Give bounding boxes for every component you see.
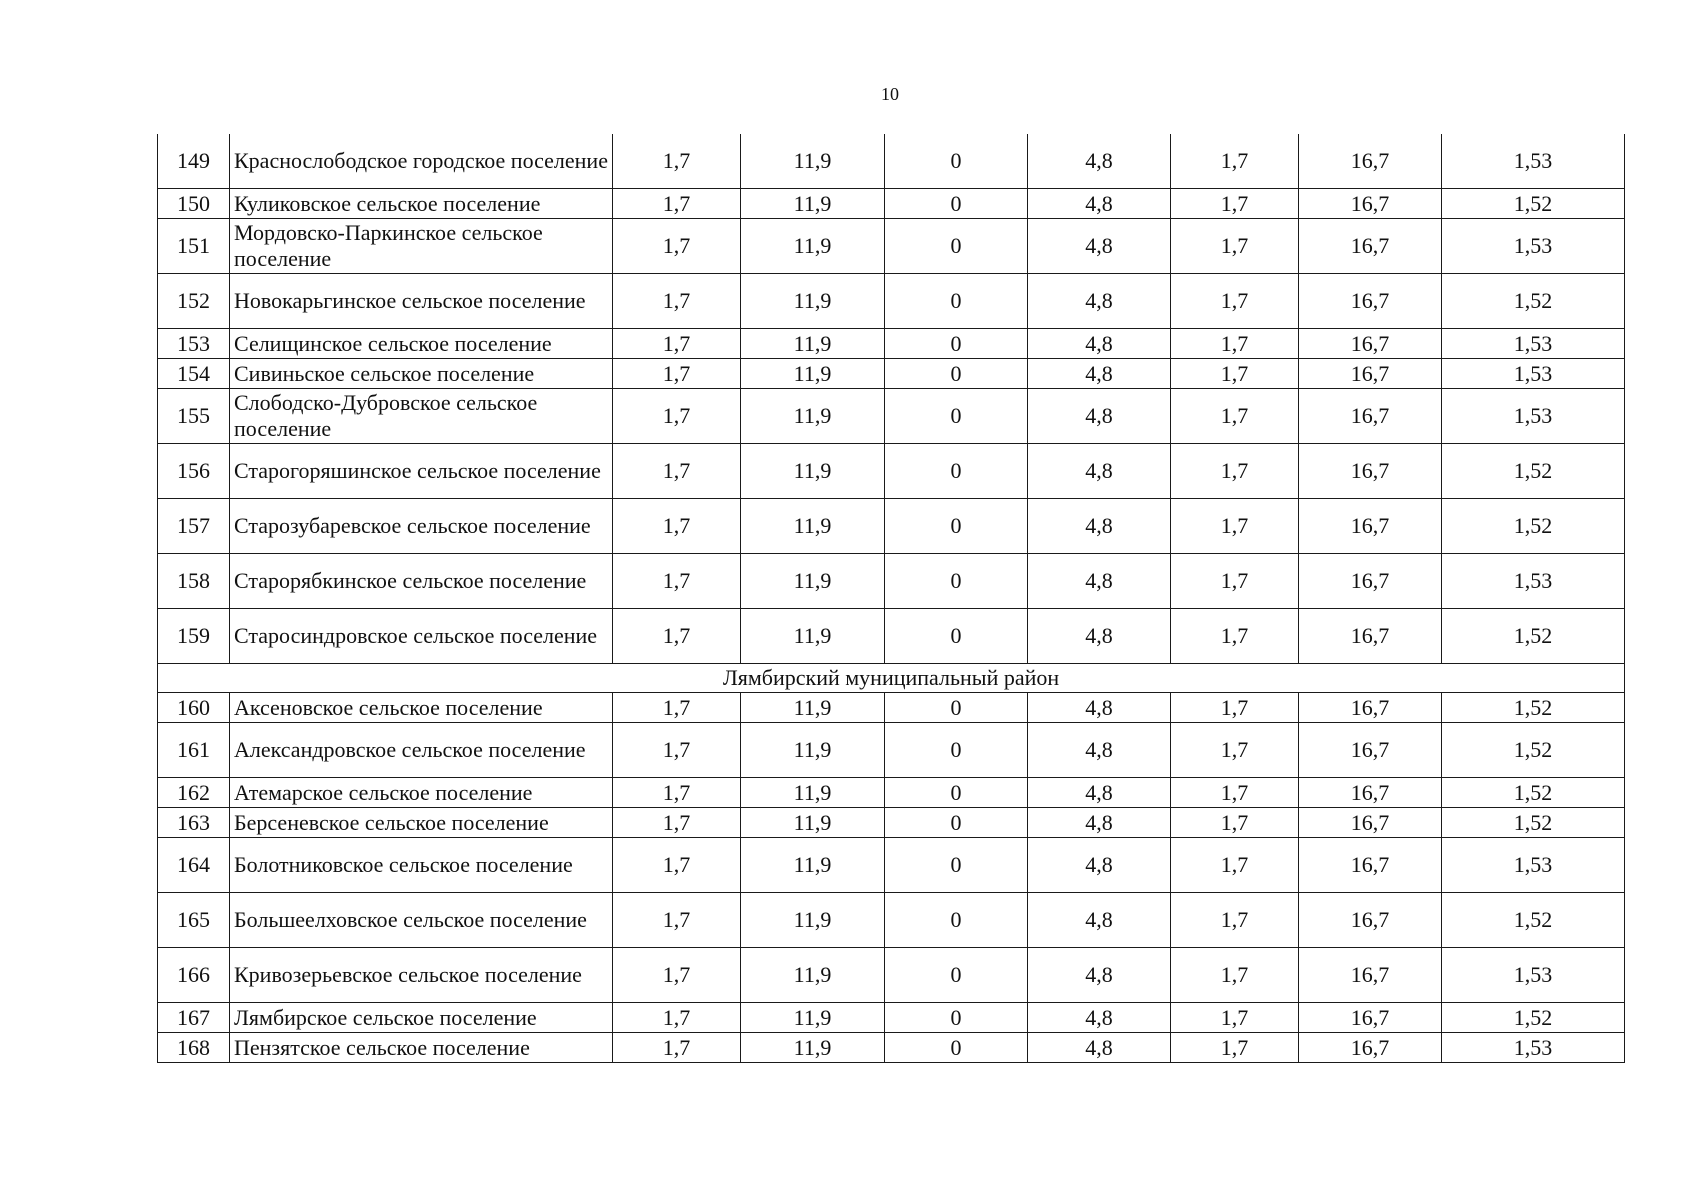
value-cell-1: 1,7 bbox=[613, 359, 741, 389]
settlement-name: Мордовско-Паркинское сельское поселение bbox=[230, 219, 613, 274]
settlement-name: Кривозерьевское сельское поселение bbox=[230, 948, 613, 1003]
value-cell-7: 1,52 bbox=[1442, 274, 1625, 329]
value-cell-5: 1,7 bbox=[1171, 274, 1299, 329]
settlement-name: Селищинское сельское поселение bbox=[230, 329, 613, 359]
value-cell-2: 11,9 bbox=[741, 723, 885, 778]
value-cell-6: 16,7 bbox=[1299, 274, 1442, 329]
value-cell-4: 4,8 bbox=[1028, 609, 1171, 664]
settlement-name: Атемарское сельское поселение bbox=[230, 778, 613, 808]
value-cell-1: 1,7 bbox=[613, 723, 741, 778]
settlement-name: Слободско-Дубровское сельское поселение bbox=[230, 389, 613, 444]
row-number: 150 bbox=[158, 189, 230, 219]
value-cell-2: 11,9 bbox=[741, 948, 885, 1003]
value-cell-4: 4,8 bbox=[1028, 274, 1171, 329]
value-cell-3: 0 bbox=[885, 609, 1028, 664]
value-cell-7: 1,53 bbox=[1442, 1033, 1625, 1063]
value-cell-3: 0 bbox=[885, 778, 1028, 808]
value-cell-2: 11,9 bbox=[741, 389, 885, 444]
row-number: 149 bbox=[158, 134, 230, 189]
value-cell-2: 11,9 bbox=[741, 808, 885, 838]
settlement-name: Старосиндровское сельское поселение bbox=[230, 609, 613, 664]
value-cell-4: 4,8 bbox=[1028, 134, 1171, 189]
value-cell-2: 11,9 bbox=[741, 693, 885, 723]
settlement-name: Болотниковское сельское поселение bbox=[230, 838, 613, 893]
value-cell-6: 16,7 bbox=[1299, 499, 1442, 554]
table-row bbox=[158, 359, 1625, 389]
value-cell-7: 1,53 bbox=[1442, 554, 1625, 609]
value-cell-3: 0 bbox=[885, 893, 1028, 948]
table-row bbox=[158, 444, 1625, 499]
value-cell-7: 1,52 bbox=[1442, 1003, 1625, 1033]
value-cell-2: 11,9 bbox=[741, 499, 885, 554]
row-number: 157 bbox=[158, 499, 230, 554]
row-number: 167 bbox=[158, 1003, 230, 1033]
value-cell-5: 1,7 bbox=[1171, 693, 1299, 723]
value-cell-4: 4,8 bbox=[1028, 499, 1171, 554]
value-cell-6: 16,7 bbox=[1299, 329, 1442, 359]
value-cell-5: 1,7 bbox=[1171, 808, 1299, 838]
row-number: 163 bbox=[158, 808, 230, 838]
value-cell-6: 16,7 bbox=[1299, 219, 1442, 274]
table-row bbox=[158, 723, 1625, 778]
value-cell-3: 0 bbox=[885, 444, 1028, 499]
value-cell-3: 0 bbox=[885, 1003, 1028, 1033]
value-cell-2: 11,9 bbox=[741, 189, 885, 219]
table-row bbox=[158, 948, 1625, 1003]
value-cell-3: 0 bbox=[885, 219, 1028, 274]
value-cell-5: 1,7 bbox=[1171, 1003, 1299, 1033]
value-cell-3: 0 bbox=[885, 1033, 1028, 1063]
value-cell-1: 1,7 bbox=[613, 948, 741, 1003]
value-cell-3: 0 bbox=[885, 189, 1028, 219]
value-cell-5: 1,7 bbox=[1171, 609, 1299, 664]
value-cell-5: 1,7 bbox=[1171, 1033, 1299, 1063]
value-cell-5: 1,7 bbox=[1171, 219, 1299, 274]
settlement-name: Старорябкинское сельское поселение bbox=[230, 554, 613, 609]
value-cell-7: 1,52 bbox=[1442, 444, 1625, 499]
value-cell-6: 16,7 bbox=[1299, 838, 1442, 893]
row-number: 151 bbox=[158, 219, 230, 274]
value-cell-3: 0 bbox=[885, 808, 1028, 838]
value-cell-1: 1,7 bbox=[613, 1033, 741, 1063]
row-number: 154 bbox=[158, 359, 230, 389]
value-cell-5: 1,7 bbox=[1171, 134, 1299, 189]
table-row bbox=[158, 693, 1625, 723]
value-cell-3: 0 bbox=[885, 838, 1028, 893]
value-cell-4: 4,8 bbox=[1028, 444, 1171, 499]
row-number: 158 bbox=[158, 554, 230, 609]
value-cell-2: 11,9 bbox=[741, 778, 885, 808]
value-cell-3: 0 bbox=[885, 693, 1028, 723]
value-cell-3: 0 bbox=[885, 389, 1028, 444]
settlement-name: Лямбирское сельское поселение bbox=[230, 1003, 613, 1033]
table-row bbox=[158, 778, 1625, 808]
row-number: 166 bbox=[158, 948, 230, 1003]
value-cell-5: 1,7 bbox=[1171, 948, 1299, 1003]
value-cell-2: 11,9 bbox=[741, 444, 885, 499]
table-row bbox=[158, 838, 1625, 893]
settlement-name: Пензятское сельское поселение bbox=[230, 1033, 613, 1063]
value-cell-5: 1,7 bbox=[1171, 554, 1299, 609]
row-number: 156 bbox=[158, 444, 230, 499]
value-cell-5: 1,7 bbox=[1171, 778, 1299, 808]
section-header-row bbox=[158, 664, 1625, 693]
value-cell-4: 4,8 bbox=[1028, 693, 1171, 723]
value-cell-5: 1,7 bbox=[1171, 189, 1299, 219]
settlement-name: Старогоряшинское сельское поселение bbox=[230, 444, 613, 499]
table-row bbox=[158, 808, 1625, 838]
settlement-name: Новокарьгинское сельское поселение bbox=[230, 274, 613, 329]
value-cell-3: 0 bbox=[885, 554, 1028, 609]
value-cell-6: 16,7 bbox=[1299, 808, 1442, 838]
value-cell-1: 1,7 bbox=[613, 499, 741, 554]
value-cell-2: 11,9 bbox=[741, 274, 885, 329]
row-number: 152 bbox=[158, 274, 230, 329]
value-cell-6: 16,7 bbox=[1299, 189, 1442, 219]
value-cell-3: 0 bbox=[885, 134, 1028, 189]
value-cell-6: 16,7 bbox=[1299, 778, 1442, 808]
value-cell-3: 0 bbox=[885, 274, 1028, 329]
value-cell-6: 16,7 bbox=[1299, 389, 1442, 444]
value-cell-1: 1,7 bbox=[613, 808, 741, 838]
value-cell-6: 16,7 bbox=[1299, 609, 1442, 664]
settlements-table bbox=[157, 134, 1625, 1063]
value-cell-2: 11,9 bbox=[741, 219, 885, 274]
value-cell-6: 16,7 bbox=[1299, 1033, 1442, 1063]
value-cell-5: 1,7 bbox=[1171, 389, 1299, 444]
value-cell-4: 4,8 bbox=[1028, 359, 1171, 389]
value-cell-6: 16,7 bbox=[1299, 554, 1442, 609]
value-cell-5: 1,7 bbox=[1171, 723, 1299, 778]
value-cell-1: 1,7 bbox=[613, 609, 741, 664]
table-row bbox=[158, 219, 1625, 274]
value-cell-7: 1,53 bbox=[1442, 359, 1625, 389]
table-row bbox=[158, 554, 1625, 609]
value-cell-2: 11,9 bbox=[741, 1033, 885, 1063]
value-cell-6: 16,7 bbox=[1299, 134, 1442, 189]
section-title: Лямбирский муниципальный район bbox=[158, 664, 1625, 693]
value-cell-4: 4,8 bbox=[1028, 1003, 1171, 1033]
value-cell-4: 4,8 bbox=[1028, 389, 1171, 444]
value-cell-6: 16,7 bbox=[1299, 444, 1442, 499]
value-cell-2: 11,9 bbox=[741, 893, 885, 948]
value-cell-4: 4,8 bbox=[1028, 219, 1171, 274]
value-cell-6: 16,7 bbox=[1299, 723, 1442, 778]
row-number: 155 bbox=[158, 389, 230, 444]
value-cell-2: 11,9 bbox=[741, 329, 885, 359]
row-number: 162 bbox=[158, 778, 230, 808]
row-number: 165 bbox=[158, 893, 230, 948]
value-cell-4: 4,8 bbox=[1028, 948, 1171, 1003]
value-cell-4: 4,8 bbox=[1028, 189, 1171, 219]
value-cell-7: 1,53 bbox=[1442, 329, 1625, 359]
table-row bbox=[158, 893, 1625, 948]
value-cell-2: 11,9 bbox=[741, 1003, 885, 1033]
value-cell-6: 16,7 bbox=[1299, 359, 1442, 389]
value-cell-3: 0 bbox=[885, 359, 1028, 389]
table-row bbox=[158, 329, 1625, 359]
row-number: 159 bbox=[158, 609, 230, 664]
value-cell-7: 1,52 bbox=[1442, 723, 1625, 778]
value-cell-5: 1,7 bbox=[1171, 329, 1299, 359]
value-cell-1: 1,7 bbox=[613, 444, 741, 499]
value-cell-6: 16,7 bbox=[1299, 1003, 1442, 1033]
value-cell-2: 11,9 bbox=[741, 609, 885, 664]
page-number: 10 bbox=[881, 84, 899, 104]
value-cell-6: 16,7 bbox=[1299, 893, 1442, 948]
settlement-name: Краснослободское городское поселение bbox=[230, 134, 613, 189]
table-row bbox=[158, 274, 1625, 329]
value-cell-1: 1,7 bbox=[613, 329, 741, 359]
value-cell-1: 1,7 bbox=[613, 893, 741, 948]
value-cell-4: 4,8 bbox=[1028, 778, 1171, 808]
value-cell-4: 4,8 bbox=[1028, 808, 1171, 838]
value-cell-3: 0 bbox=[885, 723, 1028, 778]
value-cell-7: 1,53 bbox=[1442, 219, 1625, 274]
value-cell-2: 11,9 bbox=[741, 359, 885, 389]
value-cell-6: 16,7 bbox=[1299, 693, 1442, 723]
value-cell-1: 1,7 bbox=[613, 554, 741, 609]
value-cell-1: 1,7 bbox=[613, 838, 741, 893]
value-cell-4: 4,8 bbox=[1028, 1033, 1171, 1063]
value-cell-1: 1,7 bbox=[613, 219, 741, 274]
value-cell-5: 1,7 bbox=[1171, 838, 1299, 893]
table-row bbox=[158, 499, 1625, 554]
value-cell-1: 1,7 bbox=[613, 693, 741, 723]
value-cell-4: 4,8 bbox=[1028, 838, 1171, 893]
value-cell-7: 1,53 bbox=[1442, 134, 1625, 189]
value-cell-7: 1,52 bbox=[1442, 189, 1625, 219]
table-row bbox=[158, 389, 1625, 444]
table-row bbox=[158, 1033, 1625, 1063]
value-cell-2: 11,9 bbox=[741, 838, 885, 893]
value-cell-5: 1,7 bbox=[1171, 893, 1299, 948]
value-cell-3: 0 bbox=[885, 948, 1028, 1003]
settlement-name: Большеелховское сельское поселение bbox=[230, 893, 613, 948]
row-number: 168 bbox=[158, 1033, 230, 1063]
table-row bbox=[158, 134, 1625, 189]
value-cell-1: 1,7 bbox=[613, 274, 741, 329]
value-cell-7: 1,53 bbox=[1442, 838, 1625, 893]
value-cell-2: 11,9 bbox=[741, 134, 885, 189]
settlement-name: Аксеновское сельское поселение bbox=[230, 693, 613, 723]
row-number: 161 bbox=[158, 723, 230, 778]
value-cell-4: 4,8 bbox=[1028, 329, 1171, 359]
settlement-name: Старозубаревское сельское поселение bbox=[230, 499, 613, 554]
value-cell-4: 4,8 bbox=[1028, 554, 1171, 609]
settlement-name: Берсеневское сельское поселение bbox=[230, 808, 613, 838]
value-cell-1: 1,7 bbox=[613, 1003, 741, 1033]
value-cell-7: 1,53 bbox=[1442, 389, 1625, 444]
value-cell-7: 1,53 bbox=[1442, 948, 1625, 1003]
value-cell-1: 1,7 bbox=[613, 778, 741, 808]
value-cell-1: 1,7 bbox=[613, 189, 741, 219]
value-cell-6: 16,7 bbox=[1299, 948, 1442, 1003]
table-body bbox=[158, 134, 1625, 1063]
settlement-name: Александровское сельское поселение bbox=[230, 723, 613, 778]
value-cell-1: 1,7 bbox=[613, 389, 741, 444]
value-cell-4: 4,8 bbox=[1028, 723, 1171, 778]
row-number: 160 bbox=[158, 693, 230, 723]
value-cell-7: 1,52 bbox=[1442, 808, 1625, 838]
row-number: 153 bbox=[158, 329, 230, 359]
table-row bbox=[158, 1003, 1625, 1033]
table-row bbox=[158, 189, 1625, 219]
row-number: 164 bbox=[158, 838, 230, 893]
value-cell-4: 4,8 bbox=[1028, 893, 1171, 948]
value-cell-1: 1,7 bbox=[613, 134, 741, 189]
table-row bbox=[158, 609, 1625, 664]
value-cell-5: 1,7 bbox=[1171, 444, 1299, 499]
settlement-name: Сивиньское сельское поселение bbox=[230, 359, 613, 389]
value-cell-7: 1,52 bbox=[1442, 893, 1625, 948]
value-cell-7: 1,52 bbox=[1442, 499, 1625, 554]
value-cell-2: 11,9 bbox=[741, 554, 885, 609]
value-cell-7: 1,52 bbox=[1442, 693, 1625, 723]
value-cell-3: 0 bbox=[885, 499, 1028, 554]
settlement-name: Куликовское сельское поселение bbox=[230, 189, 613, 219]
value-cell-5: 1,7 bbox=[1171, 499, 1299, 554]
value-cell-7: 1,52 bbox=[1442, 609, 1625, 664]
value-cell-5: 1,7 bbox=[1171, 359, 1299, 389]
value-cell-3: 0 bbox=[885, 329, 1028, 359]
value-cell-7: 1,52 bbox=[1442, 778, 1625, 808]
